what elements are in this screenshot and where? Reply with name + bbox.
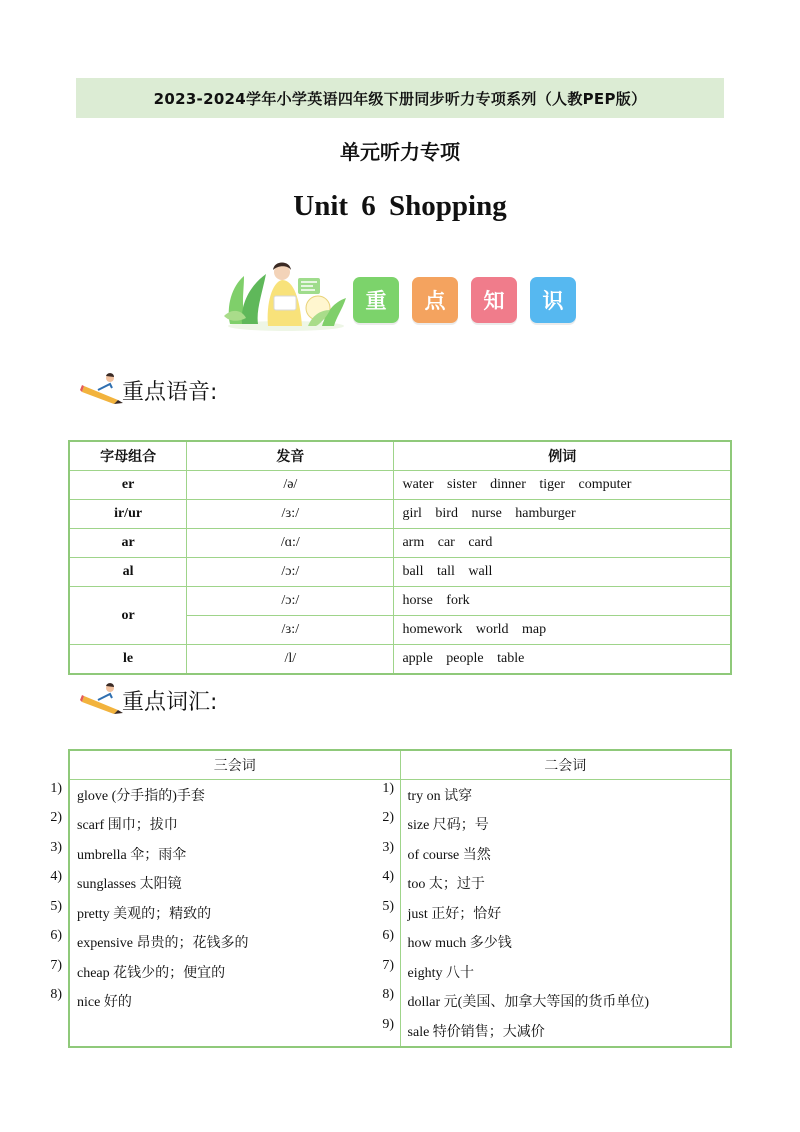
example-words: homework world map xyxy=(394,616,731,645)
vocab-item-left: nice 好的 xyxy=(77,995,132,1011)
vocab-item-right: sale 特价销售；大减价 xyxy=(400,1016,731,1047)
phonetic-sound: /ɜ:/ xyxy=(187,500,394,529)
vocab-item-left: expensive 昂贵的；花钱多的 xyxy=(77,936,249,952)
table-row xyxy=(69,839,731,869)
vocab-item-right: just 正好；恰好 xyxy=(400,898,731,928)
pencil-icon xyxy=(80,682,124,716)
badge-zhong: 重 xyxy=(353,277,399,323)
item-number: 7) xyxy=(50,958,62,973)
column-header: 二会词 xyxy=(400,750,731,780)
item-number: 3) xyxy=(50,840,62,855)
pencil-icon xyxy=(80,372,124,406)
phonetic-sound: /ɜ:/ xyxy=(187,616,394,645)
table-row xyxy=(69,898,731,928)
example-words: arm car card xyxy=(394,529,731,558)
item-number: 4) xyxy=(382,869,394,884)
vocab-item-right: dollar 元(美国、加拿大等国的货币单位) xyxy=(400,987,731,1017)
girl-reading-illustration xyxy=(222,256,350,332)
letter-combo: ar xyxy=(69,529,187,558)
item-number: 1) xyxy=(50,781,62,796)
table-row xyxy=(69,558,731,587)
section-subtitle: 单元听力专项 xyxy=(340,140,460,164)
badge-dian: 点 xyxy=(412,277,458,323)
letter-combo: or xyxy=(69,587,187,645)
badge-shi: 识 xyxy=(530,277,576,323)
vocab-item-right: too 太；过于 xyxy=(400,869,731,899)
column-header: 三会词 xyxy=(69,750,400,780)
column-header: 发音 xyxy=(187,441,394,471)
vocabulary-heading xyxy=(80,682,217,716)
item-number: 5) xyxy=(50,899,62,914)
letter-combo: le xyxy=(69,645,187,675)
item-number: 1) xyxy=(382,781,394,796)
vocab-item-right: eighty 八十 xyxy=(400,957,731,987)
item-number: 7) xyxy=(382,958,394,973)
vocab-item-left xyxy=(69,1016,400,1047)
column-header: 例词 xyxy=(394,441,731,471)
item-number: 2) xyxy=(50,810,62,825)
phonics-heading-label: 重点语音: xyxy=(122,380,218,405)
item-number: 5) xyxy=(382,899,394,914)
table-row xyxy=(69,928,731,958)
table-row xyxy=(69,587,731,616)
example-words: horse fork xyxy=(394,587,731,616)
item-number: 4) xyxy=(50,869,62,884)
table-row xyxy=(69,869,731,899)
item-number: 6) xyxy=(50,928,62,943)
table-header-row xyxy=(69,750,731,780)
phonetic-sound: /ɔ:/ xyxy=(187,558,394,587)
badge-zhi: 知 xyxy=(471,277,517,323)
phonetic-sound: /ɔ:/ xyxy=(187,587,394,616)
banner-title: 2023-2024学年小学英语四年级下册同步听力专项系列（人教PEP版） xyxy=(153,89,647,108)
item-number: 3) xyxy=(382,840,394,855)
vocab-item-left: cheap 花钱少的；便宜的 xyxy=(77,965,226,981)
vocab-item-left: pretty 美观的；精致的 xyxy=(77,906,212,922)
unit-title: Unit 6 Shopping xyxy=(293,190,507,222)
example-words: ball tall wall xyxy=(394,558,731,587)
example-words: girl bird nurse hamburger xyxy=(394,500,731,529)
item-number: 8) xyxy=(382,987,394,1002)
item-number: 6) xyxy=(382,928,394,943)
phonics-heading xyxy=(80,372,217,406)
document-banner xyxy=(76,78,724,118)
example-words: water sister dinner tiger computer xyxy=(394,471,731,500)
vocabulary-table xyxy=(68,749,732,1048)
example-words: apple people table xyxy=(394,645,731,675)
vocab-item-right: how much 多少钱 xyxy=(400,928,731,958)
letter-combo: ir/ur xyxy=(69,500,187,529)
table-row xyxy=(69,780,731,810)
key-knowledge-badges xyxy=(353,277,576,323)
letter-combo: al xyxy=(69,558,187,587)
vocabulary-heading-label: 重点词汇: xyxy=(122,690,218,715)
column-header: 字母组合 xyxy=(69,441,187,471)
table-row xyxy=(69,529,731,558)
table-row xyxy=(69,957,731,987)
vocab-item-right: of course 当然 xyxy=(400,839,731,869)
item-number: 2) xyxy=(382,810,394,825)
item-number: 8) xyxy=(50,987,62,1002)
phonics-table xyxy=(68,440,732,675)
phonetic-sound: /ɑ:/ xyxy=(187,529,394,558)
vocab-item-left: scarf 围巾；拔巾 xyxy=(77,818,178,834)
table-row xyxy=(69,471,731,500)
table-row xyxy=(69,810,731,840)
vocab-item-left: glove (分手指的)手套 xyxy=(77,788,205,804)
vocab-item-right: size 尺码；号 xyxy=(400,810,731,840)
table-row xyxy=(69,645,731,675)
vocab-item-left: sunglasses 太阳镜 xyxy=(77,877,182,893)
item-number: 9) xyxy=(382,1017,394,1032)
table-row xyxy=(69,1016,731,1047)
table-row xyxy=(69,500,731,529)
letter-combo: er xyxy=(69,471,187,500)
vocab-item-right: try on 试穿 xyxy=(400,780,731,810)
table-row xyxy=(69,987,731,1017)
phonetic-sound: /l/ xyxy=(187,645,394,675)
table-header-row xyxy=(69,441,731,471)
phonetic-sound: /ə/ xyxy=(187,471,394,500)
vocab-item-left: umbrella 伞；雨伞 xyxy=(77,847,187,863)
